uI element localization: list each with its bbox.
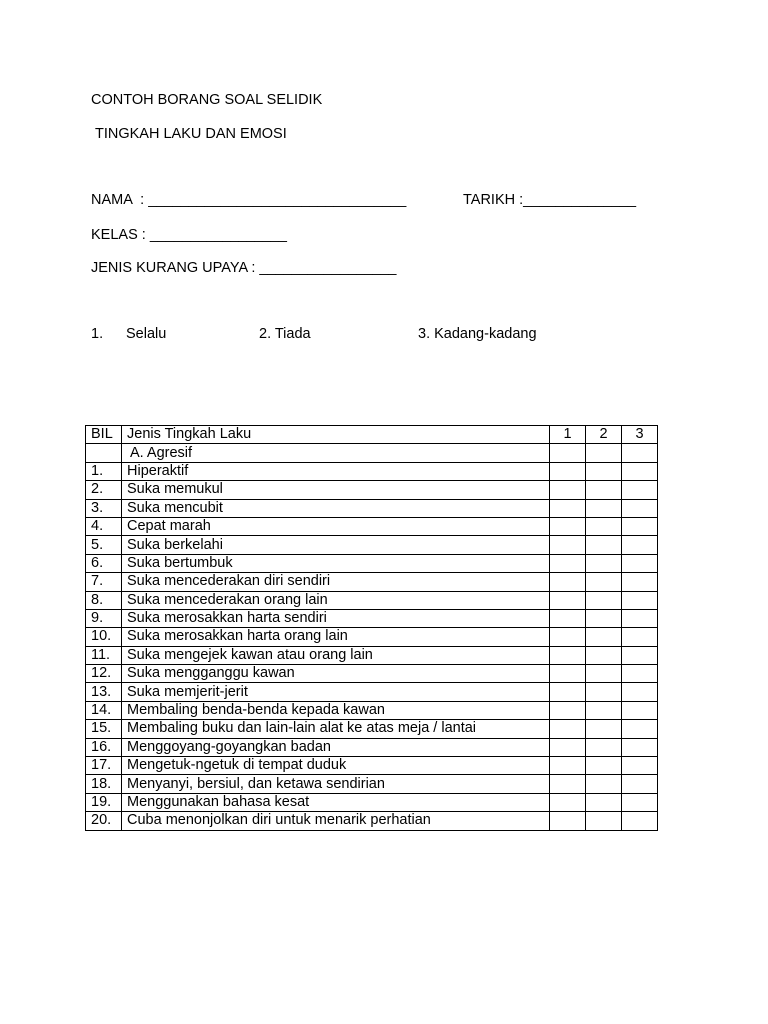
score-cell[interactable] [622,720,658,738]
section-bil-cell [86,444,122,462]
tarikh-field[interactable]: TARIKH :______________ [463,192,637,208]
score-cell[interactable] [586,573,622,591]
form-subtitle: TINGKAH LAKU DAN EMOSI [95,126,287,142]
score-cell[interactable] [586,444,622,462]
score-cell[interactable] [622,757,658,775]
score-cell[interactable] [622,793,658,811]
row-number: 14. [86,701,122,719]
table-row [86,812,658,830]
row-number: 6. [86,554,122,572]
table-row [86,701,658,719]
score-cell[interactable] [622,499,658,517]
row-behaviour: Suka mengejek kawan atau orang lain [122,646,550,664]
table-row [86,646,658,664]
score-cell[interactable] [622,628,658,646]
legend-number-1: 1. [91,326,104,342]
score-cell[interactable] [622,683,658,701]
score-cell[interactable] [622,701,658,719]
score-cell[interactable] [622,609,658,627]
score-cell[interactable] [550,793,586,811]
score-cell[interactable] [550,573,586,591]
table-row [86,517,658,535]
row-number: 20. [86,812,122,830]
table-row [86,757,658,775]
score-cell[interactable] [550,665,586,683]
legend-kadang-kadang: 3. Kadang-kadang [418,326,537,342]
row-behaviour: Menggoyang-goyangkan badan [122,738,550,756]
row-number: 18. [86,775,122,793]
header-score-3: 3 [622,426,658,444]
table-row [86,665,658,683]
score-cell[interactable] [550,462,586,480]
score-cell[interactable] [622,775,658,793]
score-cell[interactable] [622,444,658,462]
score-cell[interactable] [586,812,622,830]
legend-tiada: 2. Tiada [259,326,311,342]
row-behaviour: Suka mencederakan orang lain [122,591,550,609]
score-cell[interactable] [550,554,586,572]
row-behaviour: Menggunakan bahasa kesat [122,793,550,811]
score-cell[interactable] [550,701,586,719]
kelas-field[interactable]: KELAS : _________________ [91,227,287,243]
score-cell[interactable] [586,499,622,517]
header-jenis: Jenis Tingkah Laku [122,426,550,444]
score-cell[interactable] [622,646,658,664]
score-cell[interactable] [550,628,586,646]
table-row [86,499,658,517]
row-number: 17. [86,757,122,775]
jenis-kurang-upaya-field[interactable]: JENIS KURANG UPAYA : _________________ [91,260,397,276]
row-number: 12. [86,665,122,683]
form-title: CONTOH BORANG SOAL SELIDIK [91,92,323,108]
score-cell[interactable] [550,517,586,535]
table-row [86,628,658,646]
behaviour-table [85,425,658,831]
row-behaviour: Suka memukul [122,481,550,499]
score-cell[interactable] [550,738,586,756]
row-behaviour: Suka merosakkan harta orang lain [122,628,550,646]
table-row [86,536,658,554]
score-cell[interactable] [586,738,622,756]
score-cell[interactable] [622,738,658,756]
table-row [86,462,658,480]
row-number: 9. [86,609,122,627]
row-behaviour: Hiperaktif [122,462,550,480]
table-row [86,573,658,591]
score-cell[interactable] [622,481,658,499]
score-cell[interactable] [586,628,622,646]
score-cell[interactable] [586,481,622,499]
row-behaviour: Cepat marah [122,517,550,535]
section-label: A. Agresif [122,444,550,462]
score-cell[interactable] [550,646,586,664]
score-cell[interactable] [586,757,622,775]
row-number: 10. [86,628,122,646]
table-row [86,720,658,738]
legend-selalu: Selalu [126,326,167,342]
header-score-1: 1 [550,426,586,444]
table-row [86,591,658,609]
row-number: 5. [86,536,122,554]
row-behaviour: Suka memjerit-jerit [122,683,550,701]
row-number: 19. [86,793,122,811]
table-row [86,793,658,811]
header-score-2: 2 [586,426,622,444]
score-cell[interactable] [622,517,658,535]
score-cell[interactable] [550,812,586,830]
row-behaviour: Suka mengganggu kawan [122,665,550,683]
score-cell[interactable] [586,554,622,572]
row-number: 16. [86,738,122,756]
score-cell[interactable] [622,462,658,480]
row-number: 4. [86,517,122,535]
score-cell[interactable] [586,665,622,683]
row-behaviour: Suka mencederakan diri sendiri [122,573,550,591]
score-cell[interactable] [586,701,622,719]
score-cell[interactable] [550,536,586,554]
row-behaviour: Mengetuk-ngetuk di tempat duduk [122,757,550,775]
table-row [86,554,658,572]
score-cell[interactable] [550,757,586,775]
nama-field[interactable]: NAMA : ________________________________ [91,192,407,208]
row-number: 1. [86,462,122,480]
score-cell[interactable] [550,609,586,627]
score-cell[interactable] [586,536,622,554]
table-row [86,738,658,756]
score-cell[interactable] [586,462,622,480]
score-cell[interactable] [622,554,658,572]
score-cell[interactable] [586,517,622,535]
table-row [86,775,658,793]
row-behaviour: Suka mencubit [122,499,550,517]
score-cell[interactable] [550,499,586,517]
row-behaviour: Suka berkelahi [122,536,550,554]
score-cell[interactable] [622,812,658,830]
row-behaviour: Menyanyi, bersiul, dan ketawa sendirian [122,775,550,793]
section-row [86,444,658,462]
header-bil: BIL [86,426,122,444]
score-cell[interactable] [586,793,622,811]
score-cell[interactable] [622,665,658,683]
score-cell[interactable] [622,573,658,591]
table-header-row [86,426,658,444]
score-cell[interactable] [550,683,586,701]
row-number: 15. [86,720,122,738]
row-number: 11. [86,646,122,664]
score-cell[interactable] [586,683,622,701]
row-number: 3. [86,499,122,517]
row-behaviour: Membaling benda-benda kepada kawan [122,701,550,719]
score-cell[interactable] [586,591,622,609]
score-cell[interactable] [622,591,658,609]
table-row [86,481,658,499]
row-behaviour: Membaling buku dan lain-lain alat ke atas meja / lantai [122,720,550,738]
score-cell[interactable] [550,591,586,609]
score-cell[interactable] [586,646,622,664]
score-cell[interactable] [622,536,658,554]
row-number: 2. [86,481,122,499]
table-row [86,609,658,627]
row-behaviour: Suka merosakkan harta sendiri [122,609,550,627]
row-number: 8. [86,591,122,609]
score-cell[interactable] [550,720,586,738]
score-cell[interactable] [586,775,622,793]
score-cell[interactable] [586,609,622,627]
score-cell[interactable] [550,444,586,462]
score-cell[interactable] [550,775,586,793]
table-row [86,683,658,701]
row-number: 13. [86,683,122,701]
row-behaviour: Cuba menonjolkan diri untuk menarik perhatian [122,812,550,830]
row-number: 7. [86,573,122,591]
row-behaviour: Suka bertumbuk [122,554,550,572]
score-cell[interactable] [550,481,586,499]
score-cell[interactable] [586,720,622,738]
